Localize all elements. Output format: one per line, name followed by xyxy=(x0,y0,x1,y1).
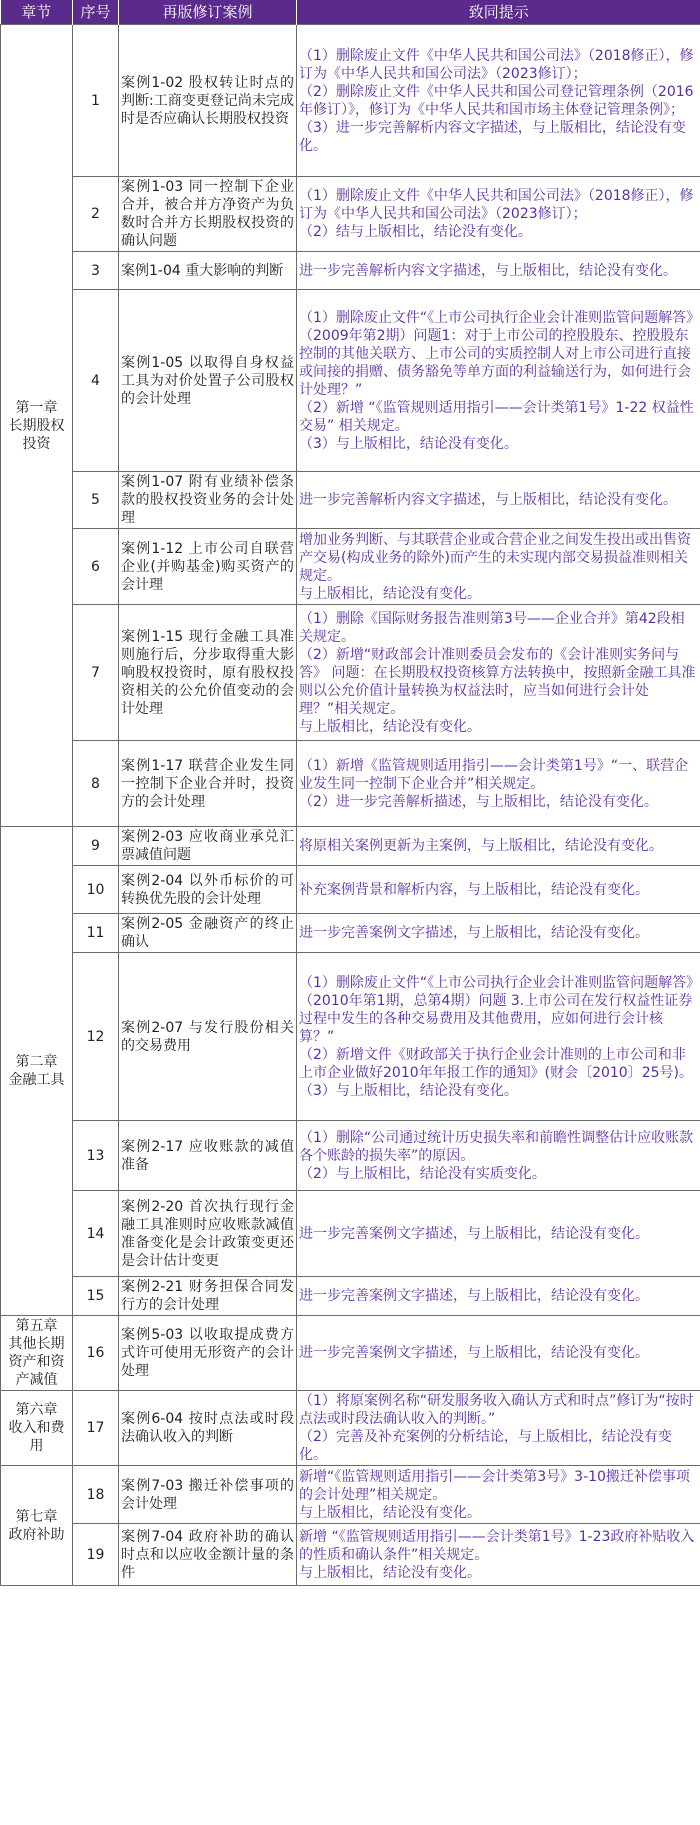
chapter-label: 金融工具 xyxy=(8,1072,65,1088)
case-title: 案例1-05 以取得自身权益工具为对价处置子公司股权的会计处理 xyxy=(119,290,297,472)
note-line: （2）完善及补充案例的分析结论，与上版相比，结论没有变化。 xyxy=(299,1429,672,1463)
case-title: 案例2-17 应收账款的减值准备 xyxy=(119,1121,297,1191)
table-row xyxy=(1,605,700,741)
note-line: （2）删除废止文件《中华人民共和国公司登记管理条例（2016年修订）》，修订为《中华人民共和国市场主体登记管理条例》； xyxy=(299,83,694,118)
case-title: 案例2-03 应收商业承兑汇票减值问题 xyxy=(119,827,297,866)
case-title: 案例1-12 上市公司自联营企业(并购基金)购买资产的会计理 xyxy=(119,529,297,605)
row-number: 14 xyxy=(73,1191,119,1277)
revision-note xyxy=(297,1524,700,1586)
chapter-cell xyxy=(1,827,73,1316)
row-number: 17 xyxy=(73,1391,119,1466)
row-number: 4 xyxy=(73,290,119,472)
note-line: （2）进一步完善解析描述，与上版相比，结论没有变化。 xyxy=(299,793,658,810)
revision-note xyxy=(297,827,700,866)
note-line: 增加业务判断、与其联营企业或合营企业之间发生投出或出售资产交易(构成业务的除外)而产生的未实现内部交易损益准则相关规定。 xyxy=(299,531,691,584)
revision-note xyxy=(297,1121,700,1191)
note-line: （1）删除《国际财务报告准则第3号——企业合并》第42段相关规定。 xyxy=(299,610,685,645)
note-line: 新增 “《监管规则适用指引——会计类第1号》1-23政府补贴收入的性质和确认条件”相关规定。 xyxy=(299,1528,695,1563)
note-line: （2）新增“财政部会计准则委员会发布的《会计准则实务问与答》 问题：在长期股权投资核算方法转换中，按照新金融工具准则以公允价值计量转换为权益法时，应当如何进行会计处理？”相关规定。 xyxy=(299,646,696,717)
case-title: 案例6-04 按时点法或时段法确认收入的判断 xyxy=(119,1391,297,1466)
note-line: 进一步完善案例文字描述，与上版相比，结论没有变化。 xyxy=(299,925,649,941)
note-line: 进一步完善案例文字描述，与上版相比，结论没有变化。 xyxy=(299,1345,649,1361)
revision-note xyxy=(297,25,700,177)
table-row xyxy=(1,25,700,177)
note-line: 进一步完善案例文字描述，与上版相比，结论没有变化。 xyxy=(299,1288,649,1304)
chapter-label: 政府补助 xyxy=(8,1526,65,1543)
chapter-label: 第五章 xyxy=(15,1318,58,1334)
note-line: 进一步完善解析内容文字描述，与上版相比，结论没有变化。 xyxy=(299,492,677,508)
case-title: 案例2-07 与发行股份相关的交易费用 xyxy=(119,953,297,1121)
row-number: 2 xyxy=(73,177,119,252)
row-number: 13 xyxy=(73,1121,119,1191)
note-line: （2）新增文件《财政部关于执行企业会计准则的上市公司和非上市企业做好2010年年报工作的通知》(财会〔2010〕25号)。 xyxy=(299,1046,693,1081)
table-row xyxy=(1,290,700,472)
table-header-row xyxy=(1,0,700,25)
case-title: 案例1-04 重大影响的判断 xyxy=(119,252,297,290)
note-line: 与上版相比，结论没有变化。 xyxy=(299,585,481,602)
table-row xyxy=(1,1191,700,1277)
row-number: 10 xyxy=(73,866,119,914)
table-row xyxy=(1,1524,700,1586)
table-row xyxy=(1,1121,700,1191)
table-row xyxy=(1,914,700,953)
table-row xyxy=(1,1391,700,1466)
case-title: 案例2-04 以外币标价的可转换优先股的会计处理 xyxy=(119,866,297,914)
table-row xyxy=(1,1316,700,1391)
case-title: 案例1-03 同一控制下企业合并，被合并方净资产为负数时合并方长期股权投资的确认问题 xyxy=(119,177,297,252)
note-line: 将原相关案例更新为主案例，与上版相比，结论没有变化。 xyxy=(299,838,663,854)
header-number: 序号 xyxy=(73,0,119,25)
note-line: （1）删除废止文件“《上市公司执行企业会计准则监管问题解答》（2010年第1期，总第4期）问题 3.上市公司在发行权益性证券过程中发生的各种交易费用及其他费用，应如何进行会计核算？” xyxy=(299,974,694,1045)
row-number: 11 xyxy=(73,914,119,953)
revision-note xyxy=(297,1466,700,1524)
revision-note xyxy=(297,290,700,472)
header-chapter: 章节 xyxy=(1,0,73,25)
row-number: 3 xyxy=(73,252,119,290)
note-line: （1）删除废止文件“《上市公司执行企业会计准则监管问题解答》（2009年第2期）问题1：对于上市公司的控股股东、控股股东控制的其他关联方、上市公司的实质控制人对上市公司进行直接或间接的捐赠、债务豁免等单方面的利益输送行为，如何进行会计处理？” xyxy=(299,309,694,398)
note-line: 补充案例背景和解析内容，与上版相比，结论没有变化。 xyxy=(299,881,649,898)
row-number: 9 xyxy=(73,827,119,866)
row-number: 1 xyxy=(73,25,119,177)
chapter-cell xyxy=(1,1466,73,1586)
note-line: 进一步完善解析内容文字描述，与上版相比，结论没有变化。 xyxy=(299,262,677,279)
row-number: 16 xyxy=(73,1316,119,1391)
row-number: 8 xyxy=(73,741,119,827)
table-row xyxy=(1,529,700,605)
note-line: 新增“《监管规则适用指引——会计类第3号》3-10搬迁补偿事项的会计处理”相关规定。 xyxy=(299,1468,690,1503)
revision-note xyxy=(297,252,700,290)
revision-note xyxy=(297,177,700,252)
note-line: （3）与上版相比，结论没有变化。 xyxy=(299,435,518,452)
chapter-label: 第七章 xyxy=(15,1508,58,1525)
chapter-label: 第六章 xyxy=(15,1402,58,1418)
note-line: （1）删除废止文件《中华人民共和国公司法》（2018修正），修订为《中华人民共和国公司法》（2023修订）； xyxy=(299,188,694,222)
table-row xyxy=(1,1277,700,1316)
case-title: 案例7-04 政府补助的确认时点和以应收金额计量的条件 xyxy=(119,1524,297,1586)
note-line: （3）与上版相比，结论没有变化。 xyxy=(299,1082,518,1099)
chapter-cell xyxy=(1,1391,73,1466)
case-title: 案例2-21 财务担保合同发行方的会计处理 xyxy=(119,1277,297,1316)
row-number: 15 xyxy=(73,1277,119,1316)
table-row xyxy=(1,252,700,290)
chapter-label: 其他长期资产和资产减值 xyxy=(8,1336,65,1388)
case-title: 案例5-03 以收取提成费方式许可使用无形资产的会计处理 xyxy=(119,1316,297,1391)
revision-note xyxy=(297,1391,700,1466)
chapter-label: 第一章 xyxy=(15,399,58,416)
table-body xyxy=(1,25,700,1586)
table-row xyxy=(1,827,700,866)
table-row xyxy=(1,177,700,252)
chapter-label: 长期股权投资 xyxy=(8,417,65,452)
row-number: 12 xyxy=(73,953,119,1121)
note-line: （2）与上版相比，结论没有实质变化。 xyxy=(299,1165,546,1182)
table-row xyxy=(1,866,700,914)
row-number: 18 xyxy=(73,1466,119,1524)
revision-note xyxy=(297,529,700,605)
table-row xyxy=(1,741,700,827)
chapter-label: 收入和费用 xyxy=(8,1420,65,1454)
note-line: （1）删除废止文件《中华人民共和国公司法》（2018修正），修订为《中华人民共和国公司法》（2023修订）； xyxy=(299,47,694,82)
row-number: 7 xyxy=(73,605,119,741)
case-title: 案例1-07 附有业绩补偿条款的股权投资业务的会计处理 xyxy=(119,472,297,529)
revision-note xyxy=(297,472,700,529)
table-row xyxy=(1,953,700,1121)
row-number: 5 xyxy=(73,472,119,529)
revision-note xyxy=(297,866,700,914)
revision-note xyxy=(297,1316,700,1391)
case-title: 案例1-02 股权转让时点的判断:工商变更登记尚未完成时是否应确认长期股权投资 xyxy=(119,25,297,177)
note-line: （1）将原案例名称“研发服务收入确认方式和时点”修订为“按时点法或时段法确认收入的判断。” xyxy=(299,1393,694,1427)
note-line: 与上版相比，结论没有变化。 xyxy=(299,718,481,735)
header-note: 致同提示 xyxy=(297,0,700,25)
note-line: （2）新增 “《监管规则适用指引——会计类第1号》1-22 权益性交易” 相关规定。 xyxy=(299,399,694,434)
case-title: 案例1-17 联营企业发生同一控制下企业合并时，投资方的会计处理 xyxy=(119,741,297,827)
revision-note xyxy=(297,1191,700,1277)
case-title: 案例2-05 金融资产的终止确认 xyxy=(119,914,297,953)
note-line: （1）新增《监管规则适用指引——会计类第1号》“一、联营企业发生同一控制下企业合并”相关规定。 xyxy=(299,757,689,792)
revision-note xyxy=(297,1277,700,1316)
revision-note xyxy=(297,605,700,741)
revision-note xyxy=(297,953,700,1121)
table-row xyxy=(1,1466,700,1524)
chapter-label: 第二章 xyxy=(15,1054,58,1070)
row-number: 6 xyxy=(73,529,119,605)
note-line: （1）删除“公司通过统计历史损失率和前瞻性调整估计应收账款各个账龄的损失率”的原因。 xyxy=(299,1129,694,1164)
revision-note xyxy=(297,741,700,827)
revision-note xyxy=(297,914,700,953)
header-case: 再版修订案例 xyxy=(119,0,297,25)
chapter-cell xyxy=(1,25,73,827)
row-number: 19 xyxy=(73,1524,119,1586)
case-title: 案例1-15 现行金融工具准则施行后，分步取得重大影响股权投资时，原有股权投资相关的公允价值变动的会计处理 xyxy=(119,605,297,741)
case-title: 案例2-20 首次执行现行金融工具准则时应收账款减值准备变化是会计政策变更还是会计估计变更 xyxy=(119,1191,297,1277)
case-title: 案例7-03 搬迁补偿事项的会计处理 xyxy=(119,1466,297,1524)
note-line: 进一步完善案例文字描述，与上版相比，结论没有变化。 xyxy=(299,1225,649,1242)
note-line: （3）进一步完善解析内容文字描述，与上版相比，结论没有变化。 xyxy=(299,119,686,154)
note-line: 与上版相比，结论没有变化。 xyxy=(299,1564,481,1581)
chapter-cell xyxy=(1,1316,73,1391)
note-line: （2）结与上版相比，结论没有变化。 xyxy=(299,224,532,240)
table-row xyxy=(1,472,700,529)
note-line: 与上版相比，结论没有变化。 xyxy=(299,1504,481,1521)
